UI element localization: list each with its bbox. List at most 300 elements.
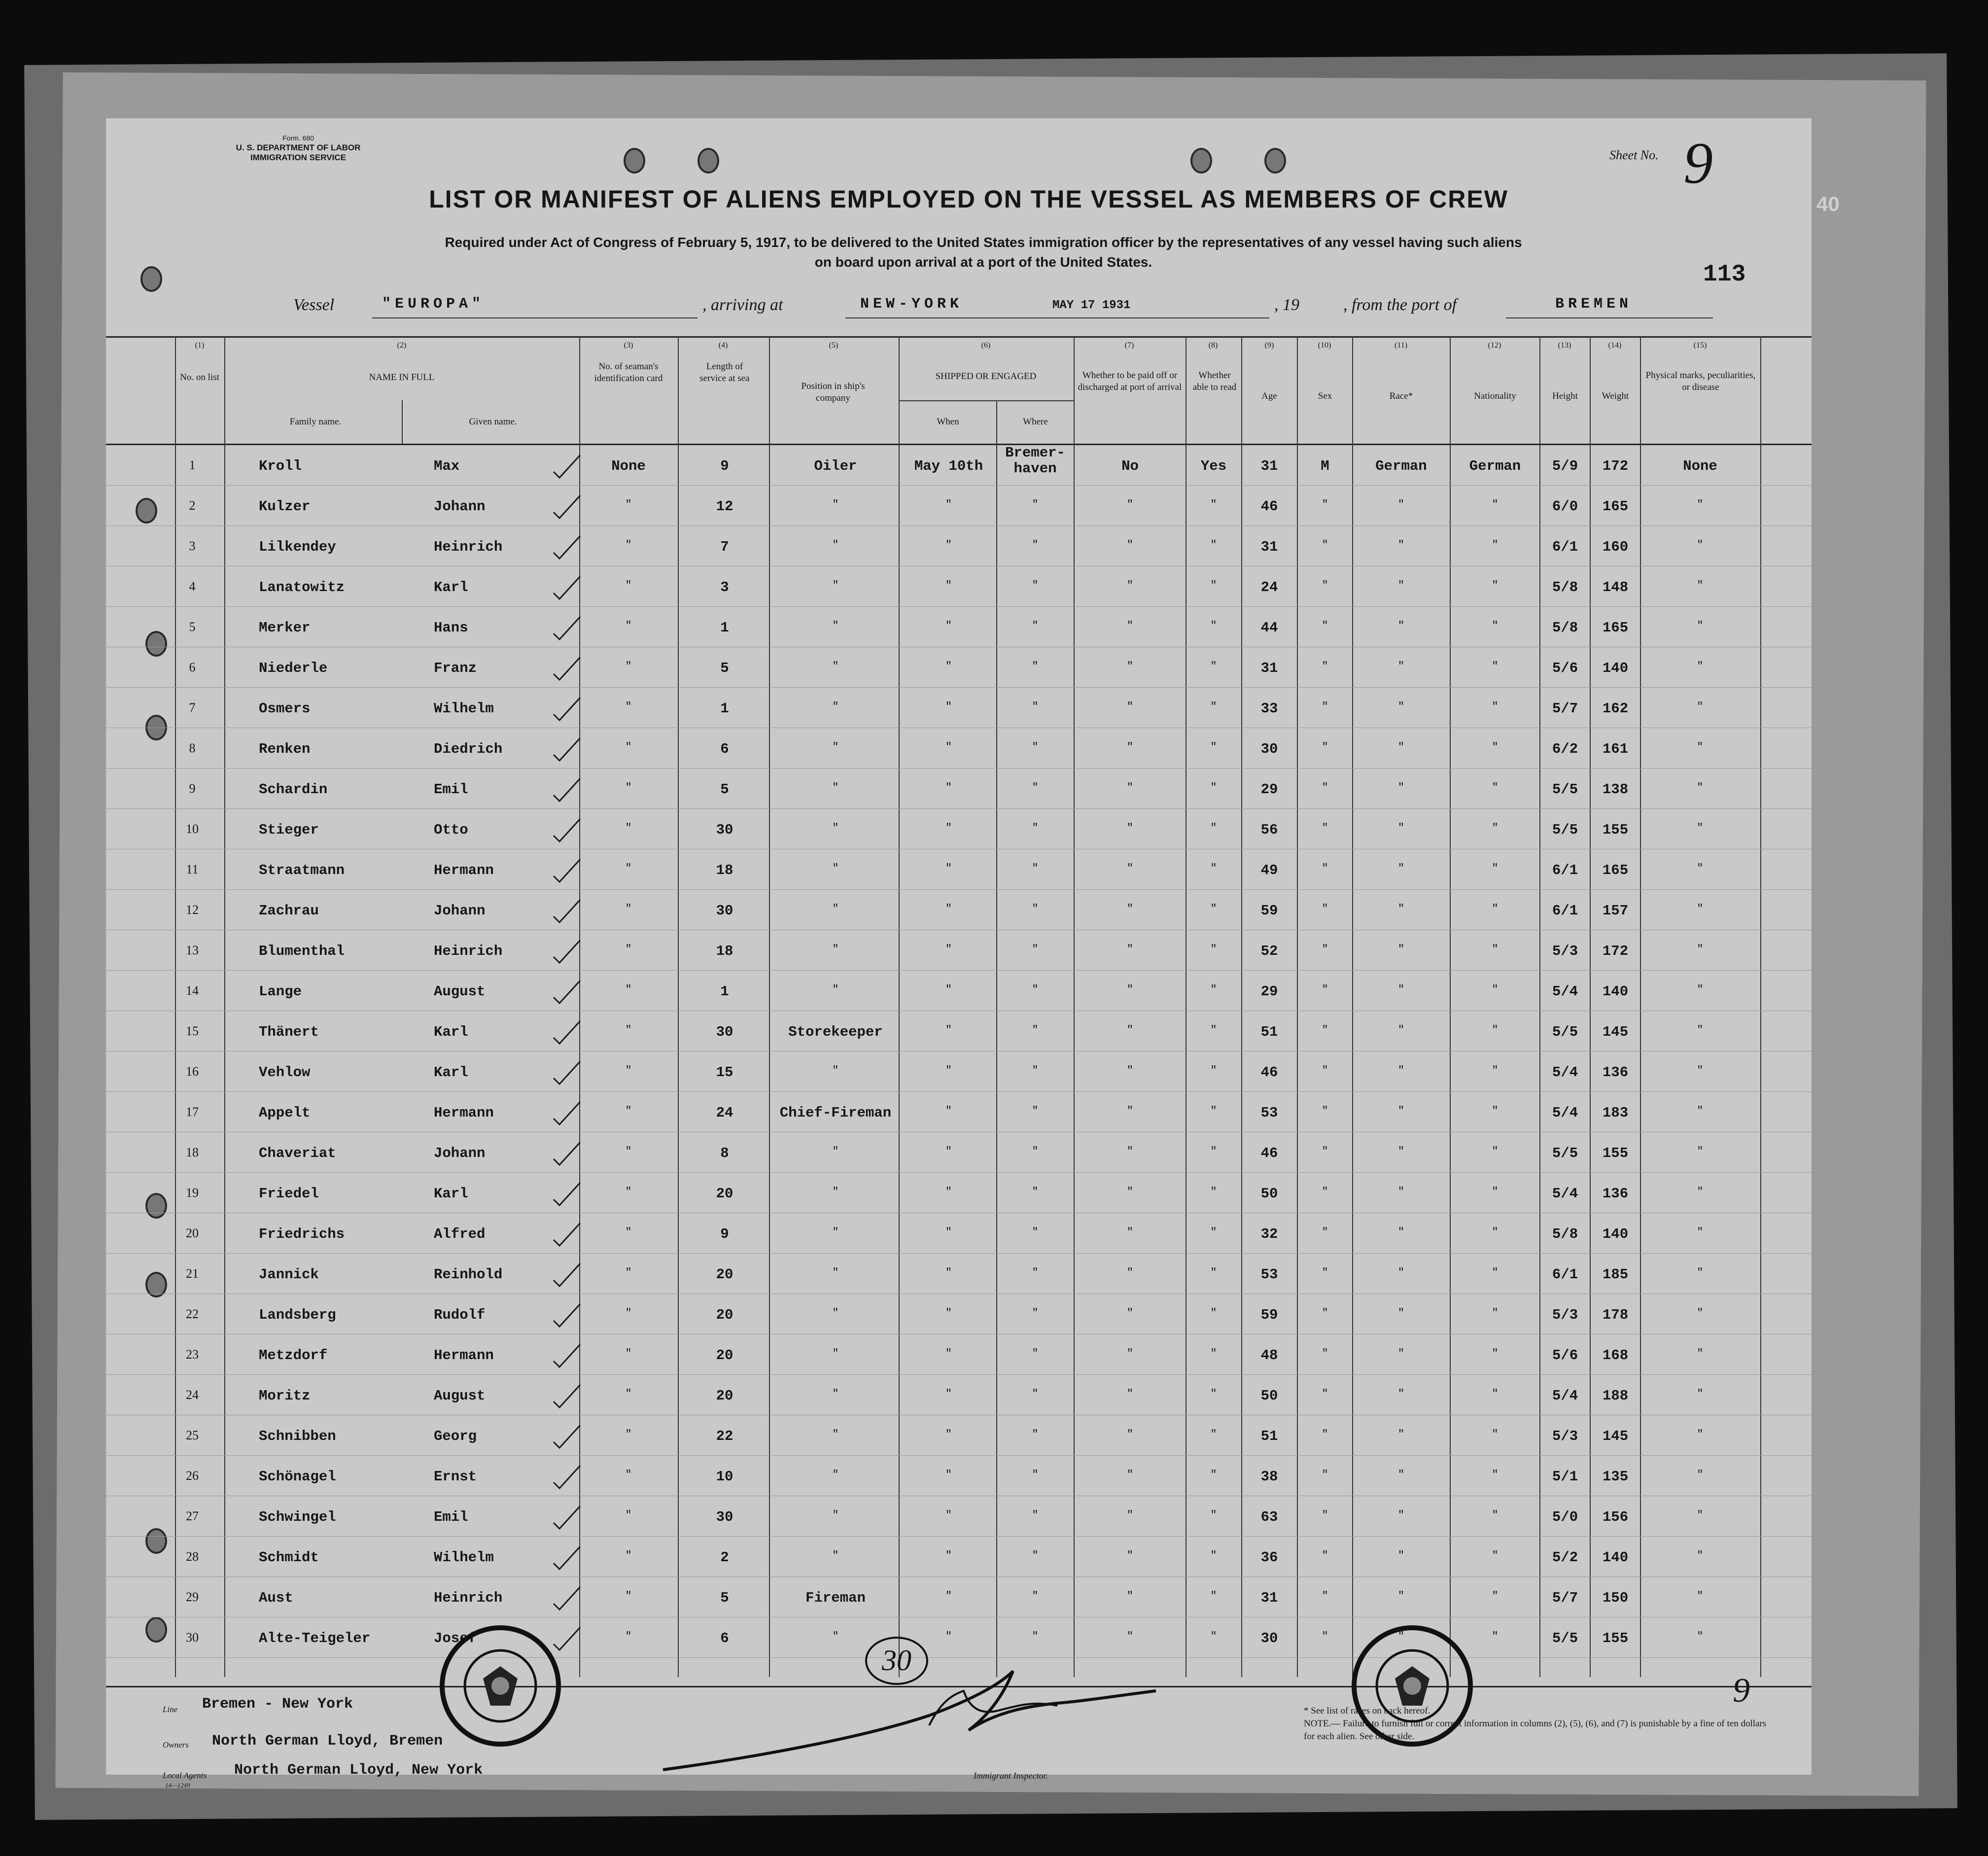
column-number: (11) xyxy=(1394,341,1408,350)
nationality-cell: " xyxy=(1492,1347,1499,1360)
family-name-cell: Merker xyxy=(259,620,311,636)
line-value: Bremen - New York xyxy=(202,1696,353,1713)
weight-cell: 145 xyxy=(1602,1024,1629,1040)
when-cell: " xyxy=(945,1428,952,1440)
sex-cell: " xyxy=(1322,498,1328,511)
marks-cell: " xyxy=(1697,1064,1704,1077)
column-number: (15) xyxy=(1693,341,1707,350)
sex-cell: " xyxy=(1322,1549,1328,1562)
sex-cell: " xyxy=(1322,1145,1328,1157)
row-number: 25 xyxy=(186,1428,199,1442)
table-row xyxy=(106,447,1812,486)
age-cell: 50 xyxy=(1260,1388,1278,1404)
able-read-cell: " xyxy=(1210,1266,1217,1279)
weight-cell: 168 xyxy=(1602,1347,1629,1364)
position-cell: Storekeeper xyxy=(788,1024,883,1040)
check-mark-icon xyxy=(550,615,584,642)
table-top-rule xyxy=(106,336,1812,338)
marks-cell: " xyxy=(1697,1186,1704,1198)
marks-cell: " xyxy=(1697,1105,1704,1117)
height-cell: 6/1 xyxy=(1552,1266,1578,1283)
marks-cell: " xyxy=(1697,1347,1704,1360)
race-cell: " xyxy=(1397,1469,1405,1481)
column-number: (3) xyxy=(624,341,633,350)
row-number: 27 xyxy=(186,1509,199,1523)
family-name-cell: Niederle xyxy=(259,660,328,676)
line-label: Line xyxy=(163,1705,178,1714)
race-cell: " xyxy=(1397,741,1405,753)
agents-code: 14—1249 xyxy=(165,1782,190,1789)
check-mark-icon xyxy=(550,1423,584,1450)
where-cell: " xyxy=(1032,620,1039,632)
where-cell: " xyxy=(1032,539,1039,551)
given-name-cell: Emil xyxy=(434,1509,468,1525)
marks-cell: " xyxy=(1697,660,1704,672)
manifest-page xyxy=(106,118,1840,1789)
column-number: (4) xyxy=(718,341,728,350)
age-cell: 59 xyxy=(1260,1307,1278,1323)
id-card-cell: " xyxy=(625,539,632,551)
where-cell: " xyxy=(1032,1509,1039,1521)
weight-cell: 148 xyxy=(1602,579,1629,595)
nationality-cell: " xyxy=(1492,1307,1499,1319)
when-cell: " xyxy=(945,1266,952,1279)
weight-cell: 160 xyxy=(1602,539,1629,555)
sex-cell: " xyxy=(1322,1226,1328,1238)
family-name-cell: Chaveriat xyxy=(259,1145,336,1161)
marks-cell: " xyxy=(1697,579,1704,592)
length-service-cell: 20 xyxy=(716,1266,733,1283)
marks-cell: " xyxy=(1697,1428,1704,1440)
race-cell: " xyxy=(1397,700,1405,713)
given-name-cell: Hermann xyxy=(434,1105,494,1121)
check-mark-icon xyxy=(550,534,584,561)
table-row xyxy=(106,690,1812,728)
family-name-cell: Friedel xyxy=(259,1186,319,1202)
marks-cell: " xyxy=(1697,983,1704,996)
table-row xyxy=(106,1013,1812,1051)
column-number: (14) xyxy=(1608,341,1622,350)
length-service-cell: 5 xyxy=(720,660,729,676)
sex-cell: " xyxy=(1322,1428,1328,1440)
sex-cell: " xyxy=(1322,1105,1328,1117)
length-service-cell: 9 xyxy=(720,458,729,474)
row-number: 16 xyxy=(186,1064,199,1079)
age-cell: 31 xyxy=(1260,660,1278,676)
weight-cell: 172 xyxy=(1602,943,1629,959)
row-number: 24 xyxy=(186,1388,199,1402)
weight-cell: 136 xyxy=(1602,1064,1629,1081)
table-row xyxy=(106,973,1812,1011)
nationality-cell: " xyxy=(1492,741,1499,753)
check-mark-icon xyxy=(550,1504,584,1531)
check-mark-icon xyxy=(550,776,584,804)
age-cell: 49 xyxy=(1260,862,1278,878)
paid-off-cell: " xyxy=(1126,1226,1134,1238)
paid-off-cell: " xyxy=(1126,1630,1134,1643)
sheet-number: 9 xyxy=(1683,130,1713,196)
nationality-cell: " xyxy=(1492,862,1499,875)
when-cell: " xyxy=(945,1509,952,1521)
agents-value: North German Lloyd, New York xyxy=(234,1762,483,1779)
table-row xyxy=(106,1579,1812,1617)
weight-cell: 178 xyxy=(1602,1307,1629,1323)
able-read-cell: " xyxy=(1210,1307,1217,1319)
paid-off-cell: " xyxy=(1126,943,1134,955)
paid-off-cell: " xyxy=(1126,700,1134,713)
able-read-cell: " xyxy=(1210,943,1217,955)
where-cell: " xyxy=(1032,1266,1039,1279)
able-read-cell: " xyxy=(1210,1226,1217,1238)
paid-off-cell: " xyxy=(1126,498,1134,511)
nationality-cell: " xyxy=(1492,822,1499,834)
position-cell: " xyxy=(832,1388,839,1400)
position-cell: Chief-Fireman xyxy=(779,1105,892,1121)
agents-label: Local Agents xyxy=(163,1771,207,1780)
sex-cell: " xyxy=(1322,1509,1328,1521)
table-row xyxy=(106,1296,1812,1334)
sex-cell: " xyxy=(1322,862,1328,875)
given-name-cell: Heinrich xyxy=(434,943,503,959)
height-cell: 5/5 xyxy=(1552,781,1578,798)
table-row xyxy=(106,1417,1812,1456)
check-mark-icon xyxy=(550,493,584,521)
family-name-cell: Vehlow xyxy=(259,1064,311,1081)
family-name-cell: Straatmann xyxy=(259,862,345,878)
where-cell: " xyxy=(1032,1105,1039,1117)
length-service-cell: 20 xyxy=(716,1307,733,1323)
sex-cell: " xyxy=(1322,660,1328,672)
stamped-number: 113 xyxy=(1703,261,1746,288)
position-cell: " xyxy=(832,1186,839,1198)
column-number: (12) xyxy=(1488,341,1501,350)
where-cell: " xyxy=(1032,983,1039,996)
family-name-cell: Alte-Teigeler xyxy=(259,1630,371,1646)
where-cell-line: haven xyxy=(1013,460,1057,477)
check-mark-icon xyxy=(550,938,584,965)
when-cell: " xyxy=(945,1226,952,1238)
family-name-cell: Lilkendey xyxy=(259,539,336,555)
where-cell: " xyxy=(1032,498,1039,511)
row-number: 7 xyxy=(189,700,196,715)
where-cell: " xyxy=(1032,741,1039,753)
marks-cell: " xyxy=(1697,1266,1704,1279)
able-read-cell: " xyxy=(1210,1105,1217,1117)
header-position: Position in ship's company xyxy=(801,381,865,403)
given-name-cell: Wilhelm xyxy=(434,700,494,717)
check-mark-icon xyxy=(550,453,584,480)
weight-cell: 140 xyxy=(1602,1549,1629,1566)
nationality-cell: " xyxy=(1492,903,1499,915)
row-number: 5 xyxy=(189,620,196,634)
able-read-cell: " xyxy=(1210,1347,1217,1360)
table-row xyxy=(106,1539,1812,1577)
family-name-cell: Kulzer xyxy=(259,498,311,515)
age-cell: 24 xyxy=(1260,579,1278,595)
length-service-cell: 6 xyxy=(720,1630,729,1646)
given-name-cell: Heinrich xyxy=(434,1590,503,1606)
nationality-cell: " xyxy=(1492,1509,1499,1521)
where-cell: " xyxy=(1032,903,1039,915)
race-cell: German xyxy=(1375,458,1427,474)
race-cell: " xyxy=(1397,903,1405,915)
family-name-cell: Aust xyxy=(259,1590,293,1606)
nationality-cell: " xyxy=(1492,1186,1499,1198)
table-row xyxy=(106,892,1812,930)
age-cell: 50 xyxy=(1260,1186,1278,1202)
age-cell: 44 xyxy=(1260,620,1278,636)
weight-cell: 138 xyxy=(1602,781,1629,798)
id-card-cell: " xyxy=(625,822,632,834)
position-cell: " xyxy=(832,660,839,672)
id-card-cell: " xyxy=(625,1064,632,1077)
family-name-cell: Schardin xyxy=(259,781,328,798)
height-cell: 6/1 xyxy=(1552,903,1578,919)
race-cell: " xyxy=(1397,781,1405,794)
paid-off-cell: " xyxy=(1126,1145,1134,1157)
age-cell: 51 xyxy=(1260,1428,1278,1444)
when-cell: " xyxy=(945,700,952,713)
paid-off-cell: " xyxy=(1126,1064,1134,1077)
sex-cell: " xyxy=(1322,1388,1328,1400)
where-cell: " xyxy=(1032,1388,1039,1400)
count-text: 30 xyxy=(882,1644,911,1677)
check-mark-icon xyxy=(550,1261,584,1289)
paid-off-cell: " xyxy=(1126,1024,1134,1036)
id-card-cell: " xyxy=(625,700,632,713)
family-name-cell: Blumenthal xyxy=(259,943,345,959)
race-cell: " xyxy=(1397,1307,1405,1319)
length-service-cell: 9 xyxy=(720,1226,729,1242)
row-number: 4 xyxy=(189,579,196,594)
sex-cell: " xyxy=(1322,620,1328,632)
nationality-cell: " xyxy=(1492,620,1499,632)
paid-off-cell: " xyxy=(1126,1186,1134,1198)
id-card-cell: " xyxy=(625,1347,632,1360)
header-id-card: No. of seaman's identification card xyxy=(594,361,663,384)
race-cell: " xyxy=(1397,1388,1405,1400)
position-cell: " xyxy=(832,1549,839,1562)
age-cell: 36 xyxy=(1260,1549,1278,1566)
position-cell: " xyxy=(832,498,839,511)
when-cell: " xyxy=(945,1307,952,1319)
header-shipped: SHIPPED OR ENGAGED xyxy=(935,371,1037,382)
when-cell: " xyxy=(945,1469,952,1481)
position-cell: " xyxy=(832,579,839,592)
row-number: 22 xyxy=(186,1307,199,1321)
id-card-cell: " xyxy=(625,1630,632,1643)
weight-cell: 156 xyxy=(1602,1509,1629,1525)
table-row xyxy=(106,811,1812,849)
where-cell: " xyxy=(1032,1549,1039,1562)
id-card-cell: " xyxy=(625,1145,632,1157)
punch-hole xyxy=(140,266,162,292)
marks-cell: " xyxy=(1697,741,1704,753)
race-cell: " xyxy=(1397,539,1405,551)
position-cell: " xyxy=(832,1509,839,1521)
table-row xyxy=(106,1215,1812,1254)
nationality-cell: " xyxy=(1492,579,1499,592)
nationality-cell: " xyxy=(1492,1105,1499,1117)
weight-cell: 145 xyxy=(1602,1428,1629,1444)
inspector-label: Immigrant Inspector. xyxy=(974,1771,1048,1781)
race-cell: " xyxy=(1397,1428,1405,1440)
sex-cell: " xyxy=(1322,700,1328,713)
height-cell: 5/5 xyxy=(1552,1145,1578,1161)
where-cell: " xyxy=(1032,1469,1039,1481)
able-read-cell: " xyxy=(1210,1469,1217,1481)
age-cell: 52 xyxy=(1260,943,1278,959)
height-cell: 5/6 xyxy=(1552,660,1578,676)
id-card-cell: " xyxy=(625,1266,632,1279)
race-cell: " xyxy=(1397,1347,1405,1360)
paid-off-cell: " xyxy=(1126,579,1134,592)
weight-cell: 155 xyxy=(1602,822,1629,838)
length-service-cell: 7 xyxy=(720,539,729,555)
height-cell: 5/4 xyxy=(1552,1388,1578,1404)
able-read-cell: " xyxy=(1210,1630,1217,1643)
when-cell: " xyxy=(945,1186,952,1198)
age-cell: 29 xyxy=(1260,983,1278,1000)
able-read-cell: " xyxy=(1210,1549,1217,1562)
paid-off-cell: " xyxy=(1126,1266,1134,1279)
height-cell: 5/0 xyxy=(1552,1509,1578,1525)
able-read-cell: " xyxy=(1210,1186,1217,1198)
table-row xyxy=(106,609,1812,647)
length-service-cell: 8 xyxy=(720,1145,729,1161)
given-name-cell: Alfred xyxy=(434,1226,486,1242)
length-service-cell: 2 xyxy=(720,1549,729,1566)
given-name-cell: Diedrich xyxy=(434,741,503,757)
sex-cell: M xyxy=(1321,458,1329,474)
sex-cell: " xyxy=(1322,1024,1328,1036)
id-card-cell: " xyxy=(625,620,632,632)
where-cell: " xyxy=(1032,1307,1039,1319)
column-number: (8) xyxy=(1208,341,1218,350)
race-cell: " xyxy=(1397,498,1405,511)
position-cell: " xyxy=(832,1226,839,1238)
race-cell: " xyxy=(1397,579,1405,592)
punch-hole xyxy=(1264,148,1286,174)
check-mark-icon xyxy=(550,736,584,763)
paid-off-cell: " xyxy=(1126,1105,1134,1117)
family-name-cell: Friedrichs xyxy=(259,1226,345,1242)
length-service-cell: 30 xyxy=(716,1509,733,1525)
penalty-note: NOTE.— Failure to furnish full or correct information in columns (2), (5), (6), and (7) is punishable by a fine of ten dollars for each alien. See other side. xyxy=(1304,1718,1767,1742)
row-number: 18 xyxy=(186,1145,199,1159)
given-name-cell: Karl xyxy=(434,1024,468,1040)
length-service-cell: 12 xyxy=(716,498,733,515)
consulate-seal-left xyxy=(436,1622,564,1750)
row-number: 1 xyxy=(189,458,196,472)
marks-cell: " xyxy=(1697,943,1704,955)
paid-off-cell: " xyxy=(1126,1388,1134,1400)
punch-hole xyxy=(1190,148,1212,174)
age-cell: 31 xyxy=(1260,1590,1278,1606)
marks-cell: " xyxy=(1697,498,1704,511)
nationality-cell: " xyxy=(1492,781,1499,794)
vessel-label: Vessel xyxy=(293,296,335,314)
header-name-in-full: NAME IN FULL xyxy=(369,372,435,383)
position-cell: " xyxy=(832,1630,839,1643)
weight-cell: 185 xyxy=(1602,1266,1629,1283)
header-family-name: Family name. xyxy=(289,417,342,427)
punch-hole xyxy=(624,148,645,174)
family-name-cell: Schmidt xyxy=(259,1549,319,1566)
when-cell: " xyxy=(945,741,952,753)
check-mark-icon xyxy=(550,817,584,844)
family-name-cell: Thänert xyxy=(259,1024,319,1040)
when-cell: " xyxy=(945,943,952,955)
able-read-cell: " xyxy=(1210,1590,1217,1602)
able-read-cell: " xyxy=(1210,903,1217,915)
weight-cell: 161 xyxy=(1602,741,1629,757)
row-number: 14 xyxy=(186,983,199,998)
where-cell: " xyxy=(1032,1024,1039,1036)
family-name-cell: Schönagel xyxy=(259,1469,336,1485)
sex-cell: " xyxy=(1322,741,1328,753)
department-name: U. S. DEPARTMENT OF LABOR xyxy=(236,143,361,152)
race-cell: " xyxy=(1397,1549,1405,1562)
when-cell: " xyxy=(945,781,952,794)
column-number: (2) xyxy=(397,341,407,350)
table-row xyxy=(106,1053,1812,1092)
paid-off-cell: " xyxy=(1126,903,1134,915)
footnote xyxy=(1304,1705,1777,1743)
position-cell: " xyxy=(832,700,839,713)
able-read-cell: " xyxy=(1210,781,1217,794)
race-cell: " xyxy=(1397,1226,1405,1238)
when-cell: " xyxy=(945,620,952,632)
family-name-cell: Moritz xyxy=(259,1388,311,1404)
when-cell: " xyxy=(945,983,952,996)
check-mark-icon xyxy=(550,1221,584,1248)
header-paid-off: Whether to be paid off or discharged at port of arrival xyxy=(1078,370,1182,392)
length-service-cell: 5 xyxy=(720,781,729,798)
inspector-signature xyxy=(624,1656,1215,1785)
when-cell: " xyxy=(945,579,952,592)
given-name-cell: Karl xyxy=(434,579,468,595)
given-name-cell: August xyxy=(434,1388,486,1404)
given-name-cell: Josef xyxy=(434,1630,477,1646)
check-mark-icon xyxy=(550,1544,584,1572)
when-cell: " xyxy=(945,1388,952,1400)
given-name-cell: Ernst xyxy=(434,1469,477,1485)
where-cell: " xyxy=(1032,1347,1039,1360)
table-row xyxy=(106,1336,1812,1375)
nationality-cell: " xyxy=(1492,660,1499,672)
age-cell: 53 xyxy=(1260,1105,1278,1121)
length-service-cell: 1 xyxy=(720,620,729,636)
id-card-cell: " xyxy=(625,1509,632,1521)
race-cell: " xyxy=(1397,1145,1405,1157)
length-service-cell: 15 xyxy=(716,1064,733,1081)
height-cell: 5/3 xyxy=(1552,1307,1578,1323)
sheet-label: Sheet No. xyxy=(1609,148,1659,162)
length-service-cell: 20 xyxy=(716,1186,733,1202)
sex-cell: " xyxy=(1322,579,1328,592)
table-row xyxy=(106,932,1812,971)
where-cell: " xyxy=(1032,1064,1039,1077)
nationality-cell: " xyxy=(1492,498,1499,511)
subtitle-line: on board upon arrival at a port of the United States. xyxy=(814,254,1152,270)
race-cell: " xyxy=(1397,1590,1405,1602)
given-name-cell: Heinrich xyxy=(434,539,503,555)
header-length-service: Length of service at sea xyxy=(699,361,750,384)
page-subtitle xyxy=(303,233,1664,272)
height-cell: 5/5 xyxy=(1552,1630,1578,1646)
given-name-cell: Emil xyxy=(434,781,468,798)
